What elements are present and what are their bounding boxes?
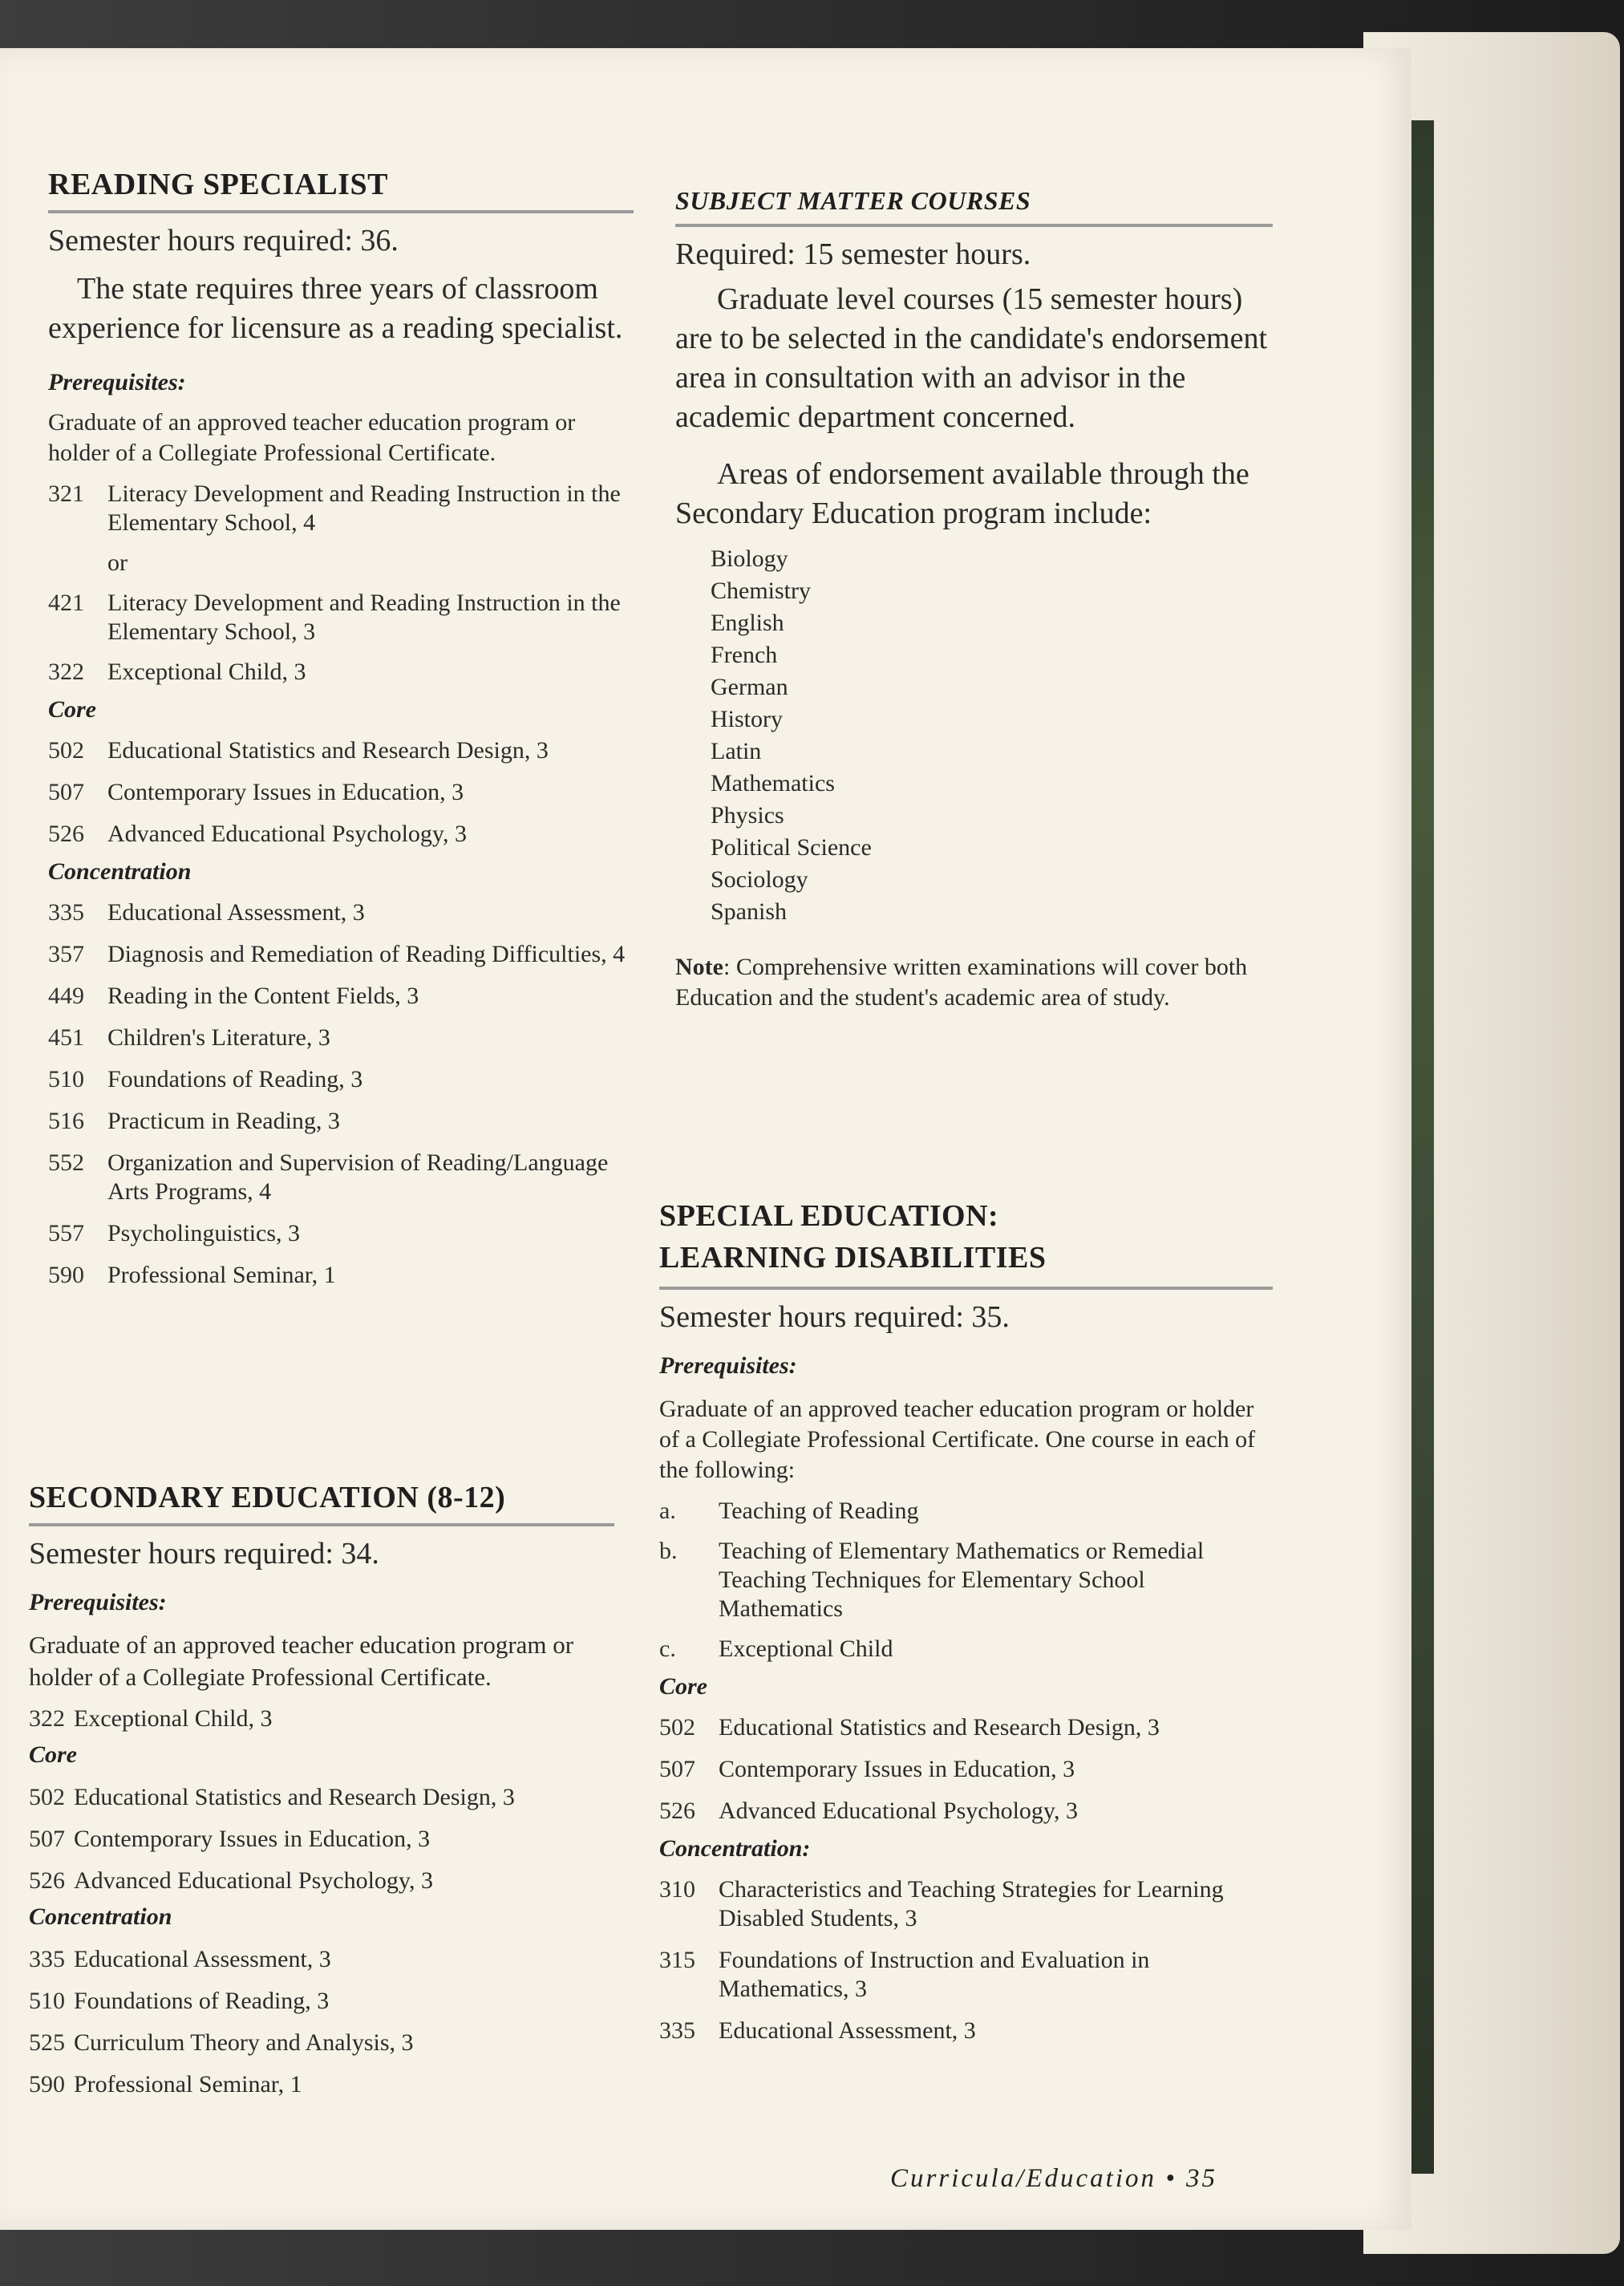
course-item: [48, 1065, 634, 1094]
course-number: 310: [659, 1876, 695, 1903]
semester-hours: Semester hours required: 34.: [29, 1537, 379, 1571]
course-number: 502: [29, 1784, 65, 1810]
course-title: Contemporary Issues in Education, 3: [719, 1756, 1075, 1782]
course-item: [48, 589, 634, 646]
area-item: French: [711, 642, 778, 668]
secondary-education-section: [29, 1480, 614, 2099]
course-title: Advanced Educational Psychology, 3: [719, 1798, 1078, 1824]
prerequisites-text: Graduate of an approved teacher education program or holder of a Collegiate Professional Certificate.: [48, 409, 576, 466]
course-title: Literacy Development and Reading Instruction in the Elementary School, 4: [107, 480, 621, 536]
course-item: [659, 1713, 1273, 1742]
concentration-label: Concentration: [29, 1903, 172, 1930]
course-item: [48, 820, 634, 849]
course-item: [29, 2070, 614, 2099]
area-item: Physics: [711, 802, 784, 829]
course-title: Teaching of Elementary Mathematics or Remedial Teaching Techniques for Elementary School Mathematics: [719, 1538, 1205, 1622]
course-number: 526: [29, 1867, 65, 1894]
course-title: Contemporary Issues in Education, 3: [107, 779, 464, 805]
section-rule: [48, 210, 634, 213]
concentration-label: Concentration:: [659, 1835, 811, 1862]
section-title: SUBJECT MATTER COURSES: [675, 186, 1031, 215]
course-number: 357: [48, 941, 84, 967]
course-title: Diagnosis and Remediation of Reading Difficulties, 4: [107, 941, 626, 967]
course-item: [29, 1945, 614, 1974]
course-title: Foundations of Reading, 3: [74, 1988, 330, 2014]
concentration-course-list: [29, 1945, 614, 2099]
area-item: English: [711, 610, 784, 636]
course-item: [29, 1704, 614, 1733]
course-number: 552: [48, 1149, 84, 1176]
course-title: Exceptional Child, 3: [107, 659, 306, 685]
note-paragraph: [675, 952, 1273, 1013]
course-number: 335: [659, 2017, 695, 2044]
prerequisites-label: Prerequisites:: [48, 369, 186, 395]
section-title: [659, 1195, 1273, 1279]
course-number: 451: [48, 1024, 84, 1051]
course-title: Teaching of Reading: [719, 1498, 919, 1524]
course-number: [48, 549, 107, 578]
course-item: [659, 1946, 1273, 2004]
area-item: Latin: [711, 738, 762, 764]
course-title: Professional Seminar, 1: [107, 1262, 336, 1288]
course-item: [48, 658, 634, 687]
course-number: 322: [48, 659, 84, 685]
prereq-course-list: [48, 480, 634, 687]
course-item: [48, 549, 634, 578]
prereq-course-list: [659, 1497, 1273, 1664]
course-item: [48, 1107, 634, 1136]
course-item: [659, 1755, 1273, 1784]
course-number: 507: [659, 1756, 695, 1782]
course-item: [48, 736, 634, 765]
course-title: Literacy Development and Reading Instruction in the Elementary School, 3: [107, 590, 621, 645]
course-item: [48, 898, 634, 927]
subject-paragraph-1: Graduate level courses (15 semester hours) are to be selected in the candidate's endorsement area in consultation with an advisor in the academic department concerned.: [675, 282, 1268, 434]
course-item: [48, 1023, 634, 1052]
course-item: [48, 778, 634, 807]
course-number: 315: [659, 1947, 695, 1973]
course-title: Practicum in Reading, 3: [107, 1108, 340, 1134]
course-number: 335: [48, 899, 84, 926]
course-item: [48, 1219, 634, 1248]
concentration-course-list: [659, 1875, 1273, 2045]
course-title: Educational Assessment, 3: [74, 1946, 331, 1972]
course-title: Exceptional Child, 3: [74, 1705, 273, 1732]
course-title: Foundations of Instruction and Evaluation in Mathematics, 3: [719, 1947, 1150, 2002]
course-number: 321: [48, 480, 84, 507]
intro-paragraph: The state requires three years of classroom experience for licensure as a reading specialist.: [48, 272, 623, 345]
course-letter: b.: [659, 1538, 678, 1564]
course-number: 526: [659, 1798, 695, 1824]
core-course-list: [29, 1783, 614, 1895]
course-item: [659, 1635, 1273, 1664]
note-label: Note: [675, 954, 723, 980]
course-item: [48, 1261, 634, 1290]
course-title: or: [107, 549, 128, 576]
course-title: Foundations of Reading, 3: [107, 1066, 363, 1092]
course-title: Psycholinguistics, 3: [107, 1220, 301, 1246]
course-number: 449: [48, 983, 84, 1009]
endorsement-area-list: [711, 543, 1273, 928]
concentration-course-list: [48, 898, 634, 1290]
course-number: 557: [48, 1220, 84, 1246]
course-item: [29, 1866, 614, 1895]
course-title: Curriculum Theory and Analysis, 3: [74, 2029, 414, 2056]
area-item: History: [711, 706, 783, 732]
required-hours: Required: 15 semester hours.: [675, 237, 1031, 271]
course-title: Advanced Educational Psychology, 3: [74, 1867, 433, 1894]
area-item: Sociology: [711, 866, 808, 893]
reading-specialist-section: [48, 167, 634, 1290]
course-title: Professional Seminar, 1: [74, 2071, 302, 2098]
section-title: READING SPECIALIST: [48, 168, 388, 201]
course-number: 507: [29, 1826, 65, 1852]
course-title: Educational Statistics and Research Design, 3: [107, 737, 549, 764]
course-letter: a.: [659, 1498, 676, 1524]
course-number: 322: [29, 1705, 65, 1732]
section-title-line-2: LEARNING DISABILITIES: [659, 1241, 1047, 1275]
subject-matter-section: [675, 186, 1273, 1013]
note-text: : Comprehensive written examinations will cover both Education and the student's academic area of study.: [675, 954, 1248, 1011]
core-label: Core: [48, 696, 96, 723]
course-title: Contemporary Issues in Education, 3: [74, 1826, 431, 1852]
prerequisites-text: Graduate of an approved teacher education program or holder of a Collegiate Professional Certificate.: [29, 1631, 574, 1691]
subject-paragraph-2: Areas of endorsement available through the Secondary Education program include:: [675, 457, 1249, 530]
area-item: Chemistry: [711, 578, 811, 604]
course-number: 502: [659, 1714, 695, 1741]
section-title: SECONDARY EDUCATION (8-12): [29, 1481, 506, 1514]
course-item: [48, 982, 634, 1011]
course-item: [48, 1149, 634, 1206]
concentration-label: Concentration: [48, 858, 192, 885]
course-title: Educational Statistics and Research Design, 3: [74, 1784, 515, 1810]
section-rule: [675, 224, 1273, 227]
course-title: Educational Assessment, 3: [719, 2017, 976, 2044]
course-title: Educational Assessment, 3: [107, 899, 365, 926]
course-number: 502: [48, 737, 84, 764]
core-label: Core: [29, 1741, 77, 1768]
course-item: [29, 1825, 614, 1854]
special-education-section: [659, 1195, 1273, 2045]
area-item: German: [711, 674, 788, 700]
course-title: Advanced Educational Psychology, 3: [107, 821, 467, 847]
prerequisites-text: Graduate of an approved teacher education program or holder of a Collegiate Professional Certificate. One course in each of the following:: [659, 1396, 1256, 1483]
course-number: 526: [48, 821, 84, 847]
course-title: Reading in the Content Fields, 3: [107, 983, 419, 1009]
course-item: [48, 940, 634, 969]
book-page: [0, 48, 1411, 2230]
core-label: Core: [659, 1673, 707, 1700]
course-item: [659, 1497, 1273, 1526]
section-title-line-1: SPECIAL EDUCATION:: [659, 1199, 999, 1233]
course-item: [659, 2016, 1273, 2045]
area-item: Mathematics: [711, 770, 835, 796]
course-item: [659, 1537, 1273, 1623]
semester-hours: Semester hours required: 35.: [659, 1300, 1010, 1334]
course-number: 510: [29, 1988, 65, 2014]
core-course-list: [48, 736, 634, 849]
prerequisites-label: Prerequisites:: [29, 1589, 167, 1615]
course-number: 590: [29, 2071, 65, 2098]
course-letter: c.: [659, 1635, 676, 1662]
course-title: Children's Literature, 3: [107, 1024, 330, 1051]
area-item: Spanish: [711, 898, 788, 925]
course-number: 510: [48, 1066, 84, 1092]
course-item: [29, 2029, 614, 2057]
course-title: Characteristics and Teaching Strategies for Learning Disabled Students, 3: [719, 1876, 1224, 1931]
course-title: Educational Statistics and Research Design, 3: [719, 1714, 1160, 1741]
course-item: [29, 1987, 614, 2016]
course-item: [48, 480, 634, 537]
core-course-list: [659, 1713, 1273, 1826]
semester-hours: Semester hours required: 36.: [48, 224, 399, 257]
course-number: 516: [48, 1108, 84, 1134]
section-rule: [659, 1287, 1273, 1290]
course-number: 525: [29, 2029, 65, 2056]
page-footer: Curricula/Education • 35: [890, 2164, 1218, 2193]
course-number: 507: [48, 779, 84, 805]
area-item: Biology: [711, 545, 788, 572]
prereq-course-list: [29, 1704, 614, 1733]
course-title: Organization and Supervision of Reading/Language Arts Programs, 4: [107, 1149, 609, 1205]
prerequisites-label: Prerequisites:: [659, 1352, 797, 1379]
page-edge-photo-strip: [1411, 120, 1434, 2174]
course-item: [29, 1783, 614, 1812]
course-item: [659, 1797, 1273, 1826]
course-title: Exceptional Child: [719, 1635, 893, 1662]
course-number: 335: [29, 1946, 65, 1972]
course-number: 590: [48, 1262, 84, 1288]
course-number: 421: [48, 590, 84, 616]
area-item: Political Science: [711, 834, 872, 861]
section-rule: [29, 1523, 614, 1526]
course-item: [659, 1875, 1273, 1933]
